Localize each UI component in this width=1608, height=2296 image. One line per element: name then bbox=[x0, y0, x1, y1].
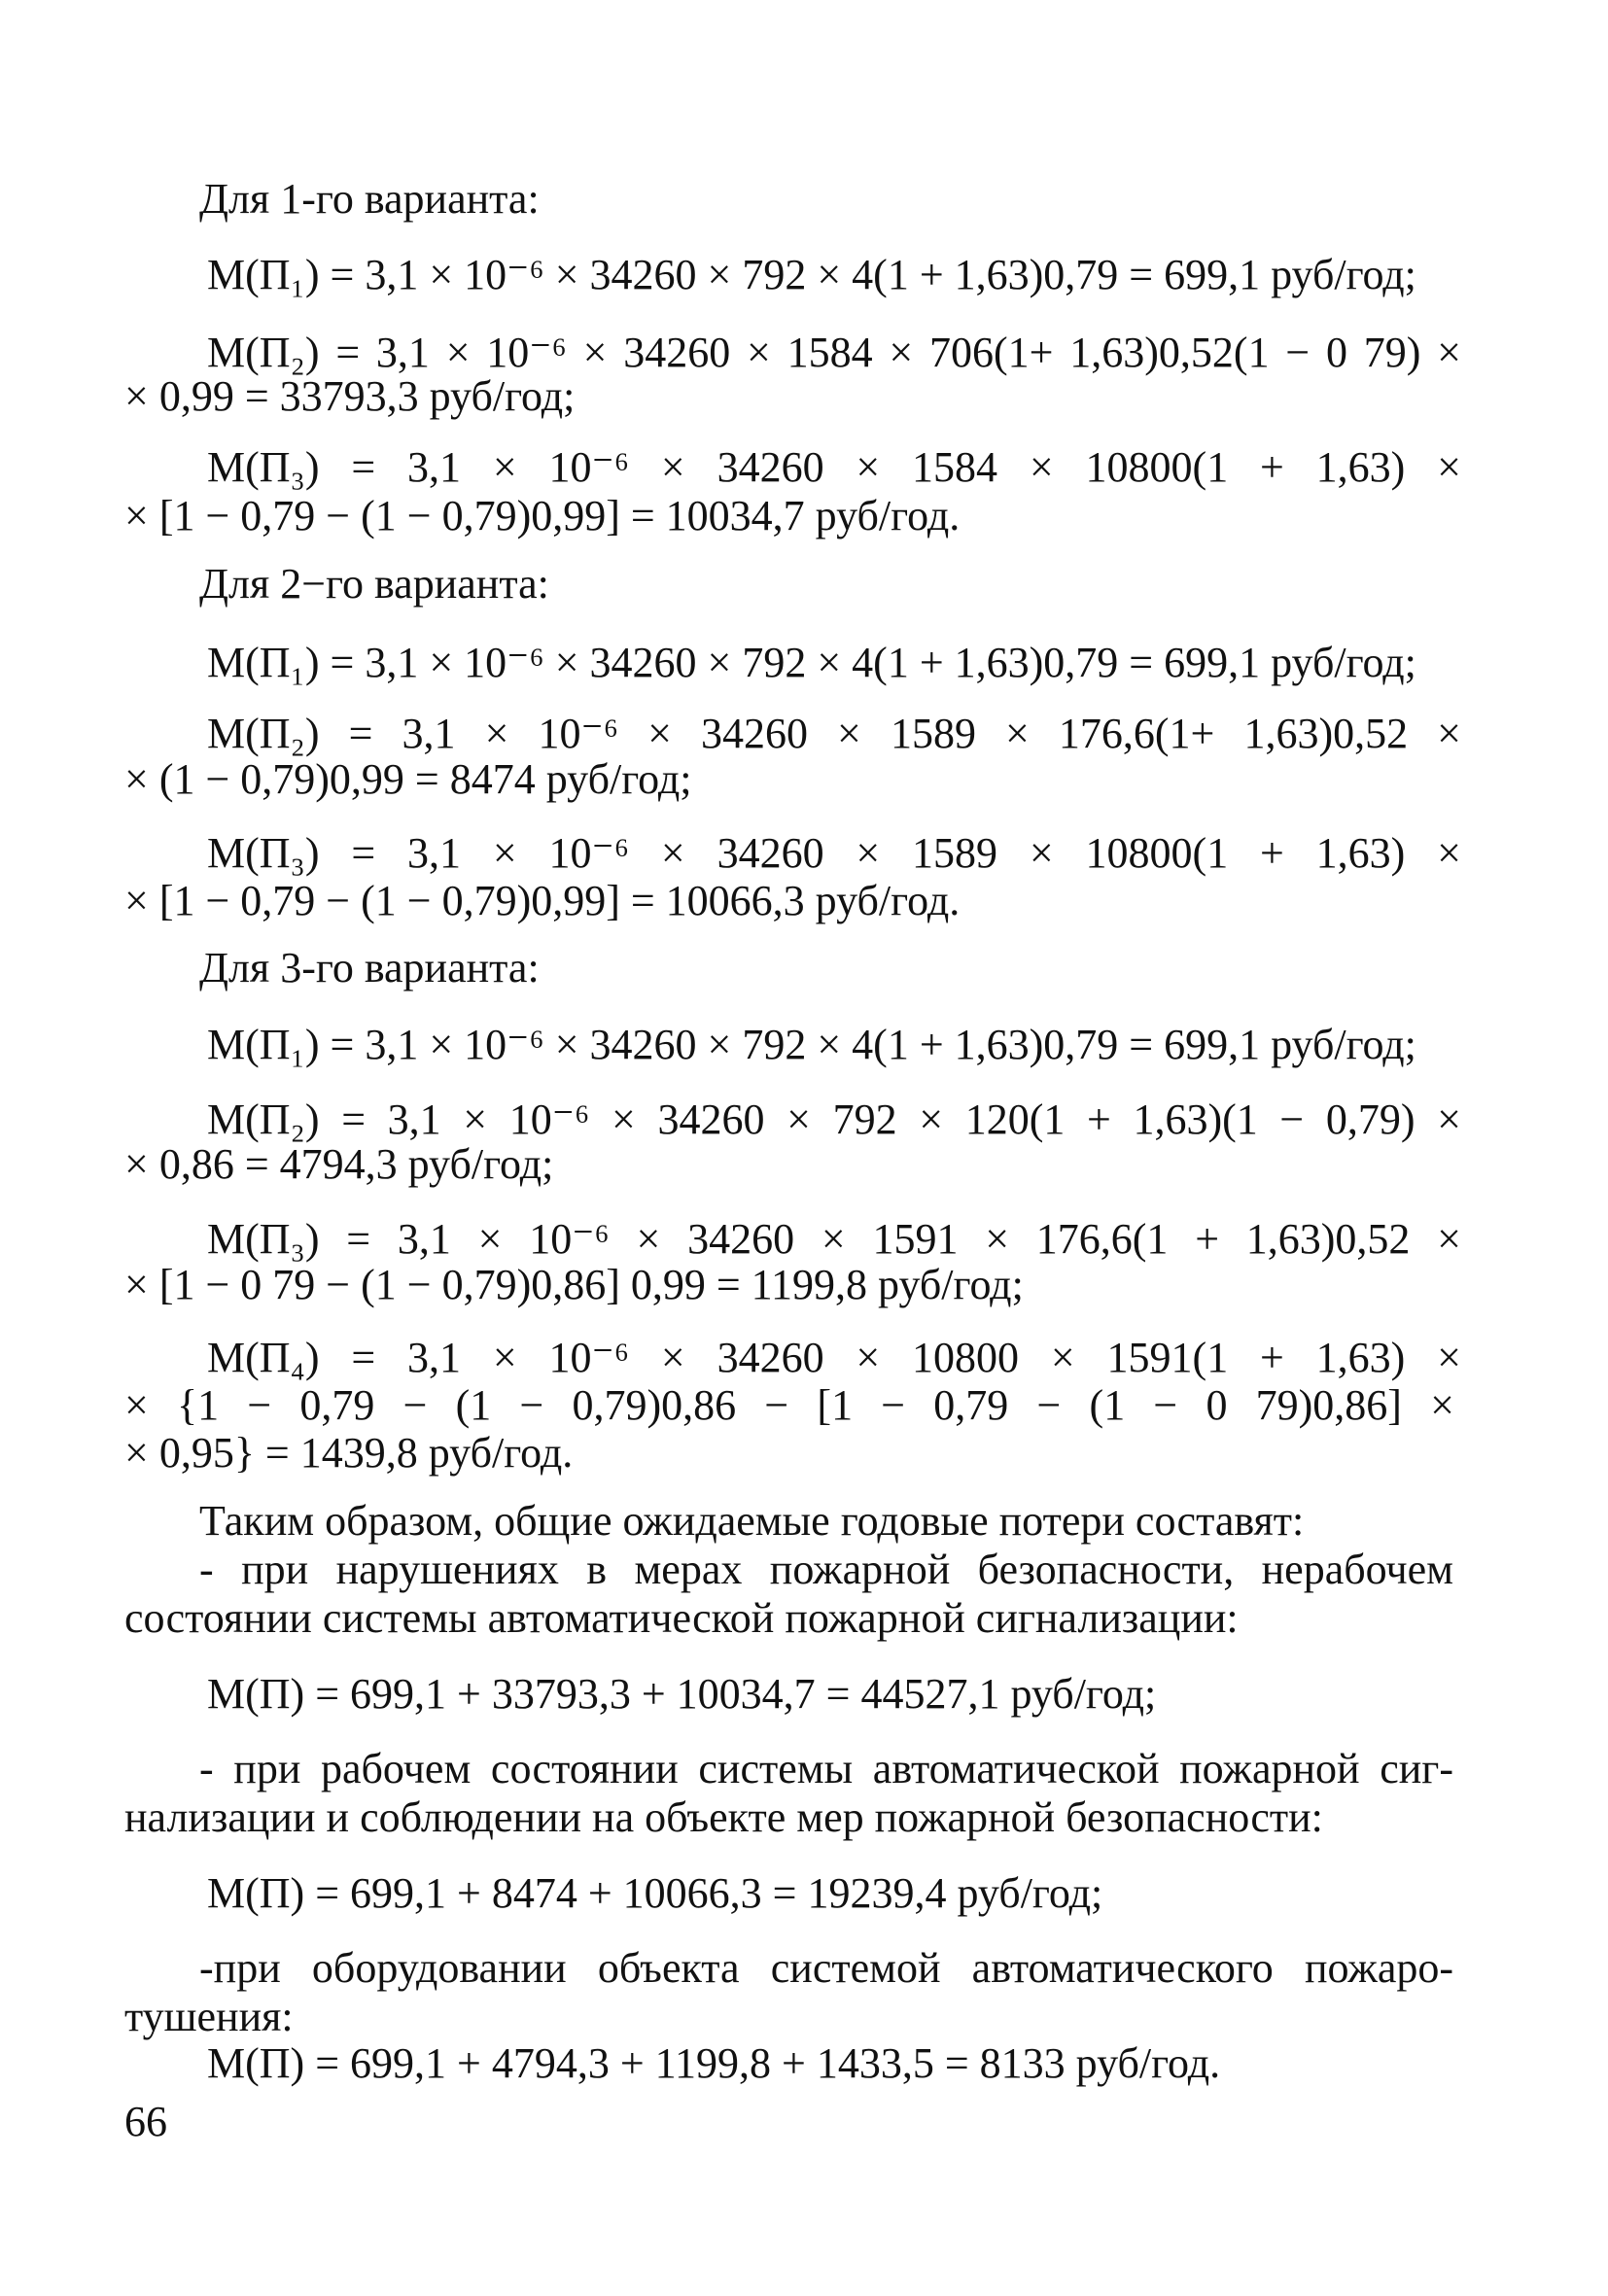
formula-line: М(П₃) = 3,1 × 10⁻⁶ × 34260 × 1591 × 176,6(1 + 1,63)0,52 × bbox=[207, 1215, 1461, 1263]
formula-line: М(П₃) = 3,1 × 10⁻⁶ × 34260 × 1584 × 10800(1 + 1,63) × bbox=[207, 443, 1461, 491]
variant-3-heading: Для 3-го варианта: bbox=[199, 944, 540, 991]
formula-line: М(П₂) = 3,1 × 10⁻⁶ × 34260 × 1589 × 176,6(1+ 1,63)0,52 × bbox=[207, 710, 1461, 757]
formula-line: М(П₁) = 3,1 × 10⁻⁶ × 34260 × 792 × 4(1 + 1,63)0,79 = 699,1 руб/год; bbox=[207, 1021, 1416, 1068]
total-formula: М(П) = 699,1 + 33793,3 + 10034,7 = 44527,1 руб/год; bbox=[207, 1670, 1157, 1718]
formula-continuation: × 0,95} = 1439,8 руб/год. bbox=[124, 1429, 574, 1477]
formula-continuation: × 0,99 = 33793,3 руб/год; bbox=[124, 372, 576, 420]
formula-line: М(П₁) = 3,1 × 10⁻⁶ × 34260 × 792 × 4(1 + 1,63)0,79 = 699,1 руб/год; bbox=[207, 639, 1416, 686]
variant-2-heading: Для 2−го варианта: bbox=[199, 560, 549, 608]
page-number: 66 bbox=[124, 2098, 167, 2145]
formula-continuation: × (1 − 0,79)0,99 = 8474 руб/год; bbox=[124, 755, 692, 803]
case-2-text: - при рабочем состоянии системы автоматической пожарной сиг- bbox=[199, 1745, 1453, 1792]
case-1-text: состоянии системы автоматической пожарной сигнализации: bbox=[124, 1594, 1239, 1642]
formula-continuation: × {1 − 0,79 − (1 − 0,79)0,86 − [1 − 0,79 − (1 − 0 79)0,86] × bbox=[124, 1381, 1454, 1429]
variant-1-heading: Для 1-го варианта: bbox=[199, 175, 540, 223]
formula-continuation: × 0,86 = 4794,3 руб/год; bbox=[124, 1140, 554, 1188]
case-1-text: - при нарушениях в мерах пожарной безопасности, нерабочем bbox=[199, 1546, 1453, 1593]
case-3-text: тушения: bbox=[124, 1993, 294, 2040]
formula-continuation: × [1 − 0,79 − (1 − 0,79)0,99] = 10034,7 руб/год. bbox=[124, 492, 961, 539]
formula-continuation: × [1 − 0,79 − (1 − 0,79)0,99] = 10066,3 руб/год. bbox=[124, 877, 961, 924]
formula-line: М(П₃) = 3,1 × 10⁻⁶ × 34260 × 1589 × 10800(1 + 1,63) × bbox=[207, 829, 1461, 877]
total-formula: М(П) = 699,1 + 8474 + 10066,3 = 19239,4 руб/год; bbox=[207, 1869, 1103, 1917]
total-formula: М(П) = 699,1 + 4794,3 + 1199,8 + 1433,5 = 8133 руб/год. bbox=[207, 2039, 1221, 2087]
formula-line: М(П₁) = 3,1 × 10⁻⁶ × 34260 × 792 × 4(1 + 1,63)0,79 = 699,1 руб/год; bbox=[207, 251, 1416, 298]
formula-line: М(П₄) = 3,1 × 10⁻⁶ × 34260 × 10800 × 1591(1 + 1,63) × bbox=[207, 1334, 1461, 1381]
case-2-text: нализации и соблюдении на объекте мер пожарной безопасности: bbox=[124, 1793, 1323, 1841]
formula-line: М(П₂) = 3,1 × 10⁻⁶ × 34260 × 792 × 120(1 + 1,63)(1 − 0,79) × bbox=[207, 1096, 1461, 1143]
formula-line: М(П₂) = 3,1 × 10⁻⁶ × 34260 × 1584 × 706(1+ 1,63)0,52(1 − 0 79) × bbox=[207, 329, 1461, 376]
summary-paragraph: Таким образом, общие ожидаемые годовые потери составят: bbox=[199, 1497, 1305, 1545]
case-3-text: -при оборудовании объекта системой автоматического пожаро- bbox=[199, 1944, 1453, 1992]
formula-continuation: × [1 − 0 79 − (1 − 0,79)0,86] 0,99 = 1199,8 руб/год; bbox=[124, 1261, 1024, 1308]
